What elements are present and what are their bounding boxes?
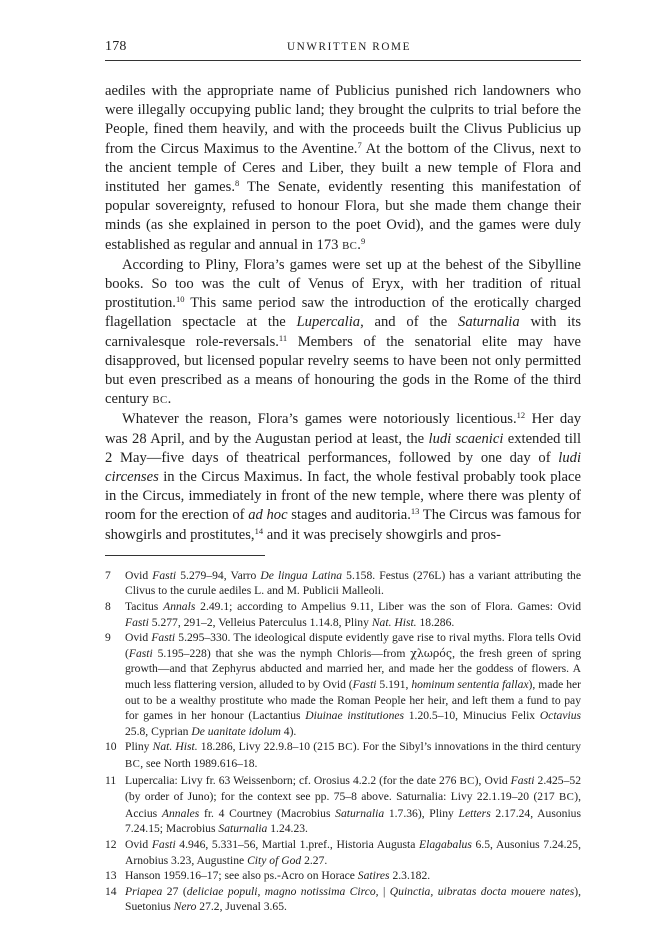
italic-term: Lupercalia — [296, 314, 361, 331]
header-rule — [105, 60, 581, 61]
footnote-11: 11 Lupercalia: Livy fr. 63 Weissenborn; cf. Orosius 4.2.2 (for the date 276 BC), Ovid Fasti 2.425–52 (by order of Juno); for the context see pp. 75–8 above. Saturnalia: Livy 22.1.19–20 (217 BC), Accius Annales fr. 4 Courtney (Macrobius Saturnalia 1.7.36), Pliny Letters 2.17.24, Ausonius 7.24.15; Macrobius Saturnalia 1.24.23. — [105, 773, 581, 836]
running-title: UNWRITTEN ROME — [287, 41, 412, 53]
footnote-ref-13[interactable]: 13 — [410, 506, 420, 517]
footnote-9: 9 Ovid Fasti 5.295–330. The ideological dispute evidently gave rise to rival myths. Flora tells Ovid (Fasti 5.195–228) that she was the nymph Chloris—from χλωρός, the fresh green of spring growth—and that Zephyrus abducted and married her, and made her the goddess of flowers. A much less flattering version, alluded to by Ovid (Fasti 5.191, hominum sententia fallax), made her out to be a wealthy prostitute who made the Roman People her heir, and left them a fund to pay for games in her honour (Lactantius Diuinae institutiones 1.20.5–10, Minucius Felix Octavius 25.8, Cyprian De uanitate idolum 4). — [105, 631, 582, 738]
era-label: BC — [125, 758, 141, 770]
footnote-7: 7 Ovid Fasti 5.279–94, Varro De lingua Latina 5.158. Festus (276L) has a variant attributing the Clivus to the curule aediles L. and M. Publicii Malleoli. — [105, 568, 581, 598]
footnote-number: 9 — [105, 631, 111, 645]
footnote-14: 14 Priapea 27 (deliciae populi, magno notissima Circo, | Quinctia, uibratas docta mouere nates), Suetonius Nero 27.2, Juvenal 3.65. — [105, 884, 581, 914]
footnote-number: 11 — [105, 773, 117, 787]
italic-term: ludi circenses — [105, 449, 581, 486]
footnote-8: 8 Tacitus Annals 2.49.1; according to Ampelius 9.11, Liber was the son of Flora. Games: Ovid Fasti 5.277, 291–2, Velleius Paterculus 1.14.8, Pliny Nat. Hist. 18.286. — [105, 600, 581, 629]
footnote-13: 13 Hanson 1959.16–17; see also ps.-Acro on Horace Satires 2.3.182. — [105, 869, 431, 883]
era-label: BC — [459, 774, 475, 787]
running-head — [105, 38, 581, 58]
footnotes — [105, 568, 581, 915]
greek-word: χλωρός — [410, 646, 453, 660]
footnote-ref-8[interactable]: 8 — [234, 178, 240, 189]
paragraph-3: Whatever the reason, Flora’s games were notoriously licentious.$^{12}$ Her day was 28 April, and by the Augustan period at least, the ludi scaenici extended till 2 May—five days of theatrical performances, followed by one day of ludi circenses in the Circus Maximus. In fact, the whole festival probably took place in the Circus, immediately in front of the new temple, where there was plenty of room for the erection of ad hoc stages and auditoria.$^{13}$ The Circus was famous for showgirls and prostitutes,$^{14}$ and it was precisely showgirls and pros- — [105, 410, 582, 543]
footnote-number: 12 — [105, 837, 117, 851]
footnote-ref-11[interactable]: 11 — [278, 332, 288, 343]
footnote-number: 13 — [105, 869, 117, 883]
italic-term: Saturnalia — [458, 314, 520, 331]
footnote-number: 10 — [105, 740, 117, 754]
book-page — [105, 38, 581, 915]
main-text — [105, 82, 581, 545]
italic-term: ad hoc — [248, 507, 288, 524]
footnote-ref-14[interactable]: 14 — [254, 525, 264, 536]
footnote-ref-10[interactable]: 10 — [175, 294, 185, 305]
era-label: BC — [152, 394, 168, 407]
footnote-12: 12 Ovid Fasti 4.946, 5.331–56, Martial 1.pref., Historia Augusta Elagabalus 6.5, Ausonius 7.24.25, Arnobius 3.23, Augustine City of God 2.27. — [105, 837, 581, 867]
footnote-number: 14 — [105, 884, 117, 898]
italic-term: ludi scaenici — [428, 430, 504, 447]
footnote-ref-9[interactable]: 9 — [360, 235, 366, 246]
page-number: 178 — [105, 39, 127, 54]
footnote-ref-12[interactable]: 12 — [516, 410, 526, 421]
footnote-number: 7 — [105, 568, 111, 582]
footnote-rule — [105, 555, 265, 556]
paragraph-1: aediles with the appropriate name of Publicius punished rich landowners who were illegally occupying public land; they brought the culprits to trial before the People, fined them heavily, and with the proceeds built the Clivus Publicius up from the Circus Maximus to the Aventine.$^7$ At the bottom of the Clivus, next to the ancient temple of Ceres and Liber, they built a new temple of Flora and instituted her games.$^8$ The Senate, evidently resenting this manifestation of popular sovereignty, refused to honour Flora, but she made them change their minds (as she explained in person to the poet Ovid), and the games were duly established as regular and annual in 173 BC.$^9$ — [105, 83, 581, 253]
footnote-10: 10 Pliny Nat. Hist. 18.286, Livy 22.9.8–10 (215 BC). For the Sibyl’s innovations in the third century BC, see North 1989.616–18. — [105, 740, 582, 770]
paragraph-2: According to Pliny, Flora’s games were set up at the behest of the Sibylline books. So too was the cult of Venus of Eryx, with her tradition of ritual prostitution.$^{10}$ This same period saw the introduction of the erotically charged flagellation spectacle at the Lupercalia, and of the Saturnalia with its carnivalesque role-reversals.$^{11}$ Members of the senatorial elite may have disapproved, but licensed popular revelry seems to have been not only permitted but even prescribed as a means of honouring the gods in the Rome of the third century BC. — [105, 256, 581, 408]
era-label: BC — [337, 741, 353, 754]
era-label: BC — [559, 791, 575, 804]
footnote-number: 8 — [105, 600, 111, 614]
era-label: BC — [342, 239, 358, 252]
footnote-ref-7[interactable]: 7 — [357, 139, 362, 150]
